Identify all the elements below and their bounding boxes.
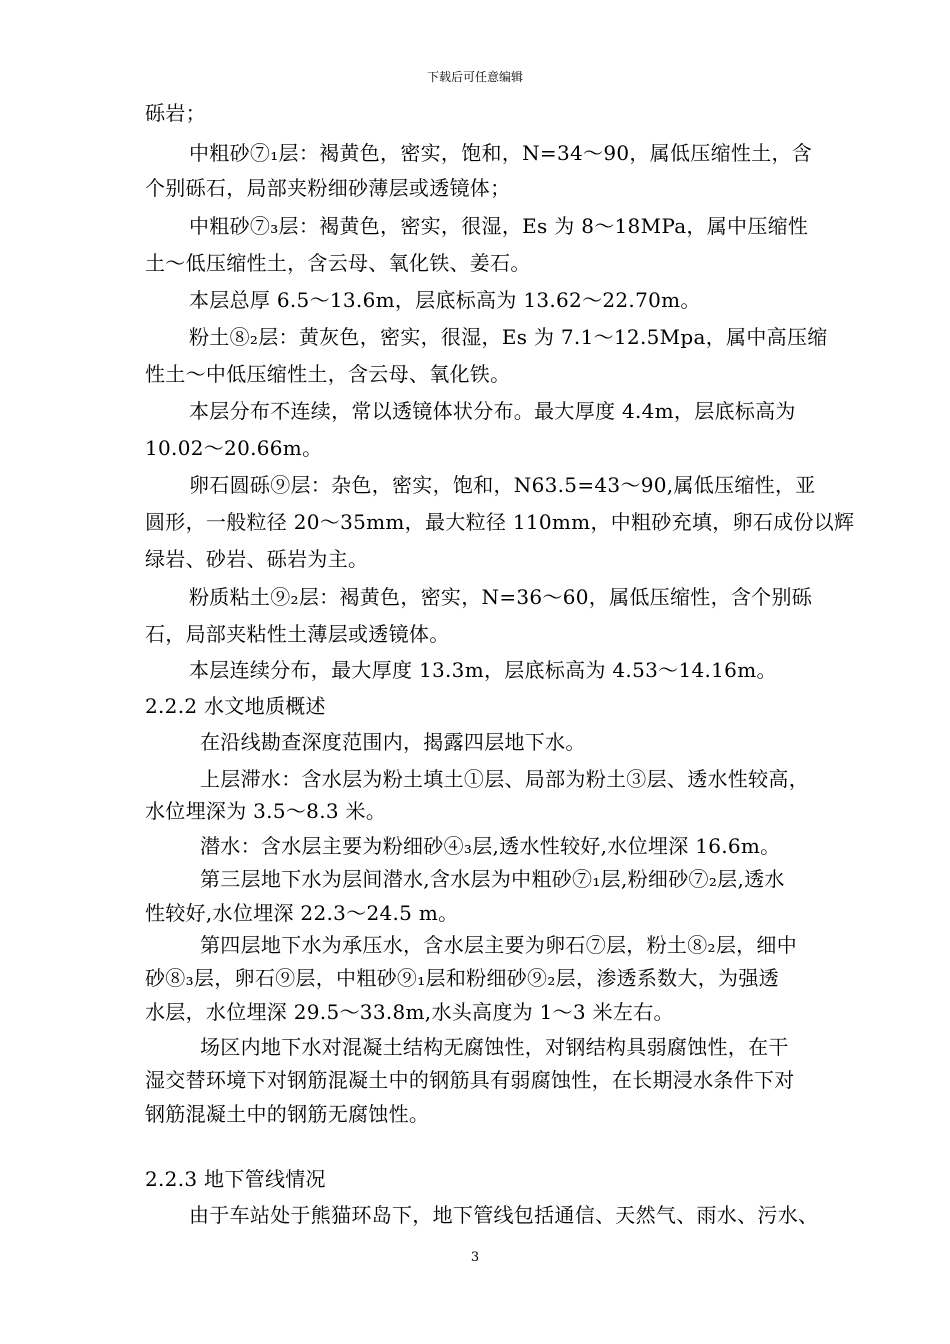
body-line: 粉土⑧₂层：黄灰色，密实，很湿，Es 为 7.1～12.5Mpa，属中高压缩 <box>189 325 828 349</box>
body-line: 卵石圆砾⑨层：杂色，密实，饱和，N63.5=43～90,属低压缩性，亚 <box>189 473 816 497</box>
body-line: 圆形，一般粒径 20～35mm，最大粒径 110mm，中粗砂充填，卵石成份以辉 <box>145 510 855 534</box>
section-heading: 2.2.2 水文地质概述 <box>145 694 326 718</box>
body-line: 粉质粘土⑨₂层：褐黄色，密实，N=36～60，属低压缩性，含个别砾 <box>189 585 813 609</box>
body-line: 性较好,水位埋深 22.3～24.5 m。 <box>145 901 459 925</box>
body-line: 上层滞水：含水层为粉土填土①层、局部为粉土③层、透水性较高， <box>200 767 809 791</box>
body-line: 潜水：含水层主要为粉细砂④₃层,透水性较好,水位埋深 16.6m。 <box>200 834 781 858</box>
body-line: 中粗砂⑦₃层：褐黄色，密实，很湿，Es 为 8～18MPa，属中压缩性 <box>189 214 809 238</box>
body-line: 本层分布不连续，常以透镜体状分布。最大厚度 4.4m，层底标高为 <box>189 399 796 423</box>
section-heading: 2.2.3 地下管线情况 <box>145 1167 326 1191</box>
page-header: 下载后可任意编辑 <box>426 70 523 84</box>
body-line: 在沿线勘查深度范围内，揭露四层地下水。 <box>200 730 586 754</box>
body-line: 由于车站处于熊猫环岛下，地下管线包括通信、天然气、雨水、污水、 <box>189 1203 819 1227</box>
body-line: 钢筋混凝土中的钢筋无腐蚀性。 <box>145 1102 430 1126</box>
page-number: 3 <box>470 1250 480 1265</box>
body-line: 场区内地下水对混凝土结构无腐蚀性，对钢结构具弱腐蚀性，在干 <box>200 1035 789 1059</box>
body-line: 砾岩； <box>145 101 206 125</box>
body-line: 砂⑧₃层，卵石⑨层，中粗砂⑨₁层和粉细砂⑨₂层，渗透系数大，为强透 <box>145 966 779 990</box>
body-line: 水层，水位埋深 29.5～33.8m,水头高度为 1～3 米左右。 <box>145 1000 674 1024</box>
body-line: 石，局部夹粘性土薄层或透镜体。 <box>145 622 450 646</box>
body-line: 湿交替环境下对钢筋混凝土中的钢筋具有弱腐蚀性，在长期浸水条件下对 <box>145 1068 795 1092</box>
body-line: 第四层地下水为承压水，含水层主要为卵石⑦层，粉土⑧₂层，细中 <box>200 933 798 957</box>
body-line: 个别砾石，局部夹粉细砂薄层或透镜体； <box>145 176 511 200</box>
body-line: 本层总厚 6.5～13.6m，层底标高为 13.62～22.70m。 <box>189 288 701 312</box>
body-line: 10.02～20.66m。 <box>145 436 323 460</box>
body-line: 第三层地下水为层间潜水,含水层为中粗砂⑦₁层,粉细砂⑦₂层,透水 <box>200 867 785 891</box>
body-line: 中粗砂⑦₁层：褐黄色，密实，饱和，N=34～90，属低压缩性土，含 <box>189 141 813 165</box>
body-line: 绿岩、砂岩、砾岩为主。 <box>145 547 369 571</box>
body-line: 土～低压缩性土，含云母、氧化铁、姜石。 <box>145 251 531 275</box>
body-line: 性土～中低压缩性土，含云母、氧化铁。 <box>145 362 511 386</box>
body-line: 水位埋深为 3.5～8.3 米。 <box>145 799 387 823</box>
body-line: 本层连续分布，最大厚度 13.3m，层底标高为 4.53～14.16m。 <box>189 658 777 682</box>
